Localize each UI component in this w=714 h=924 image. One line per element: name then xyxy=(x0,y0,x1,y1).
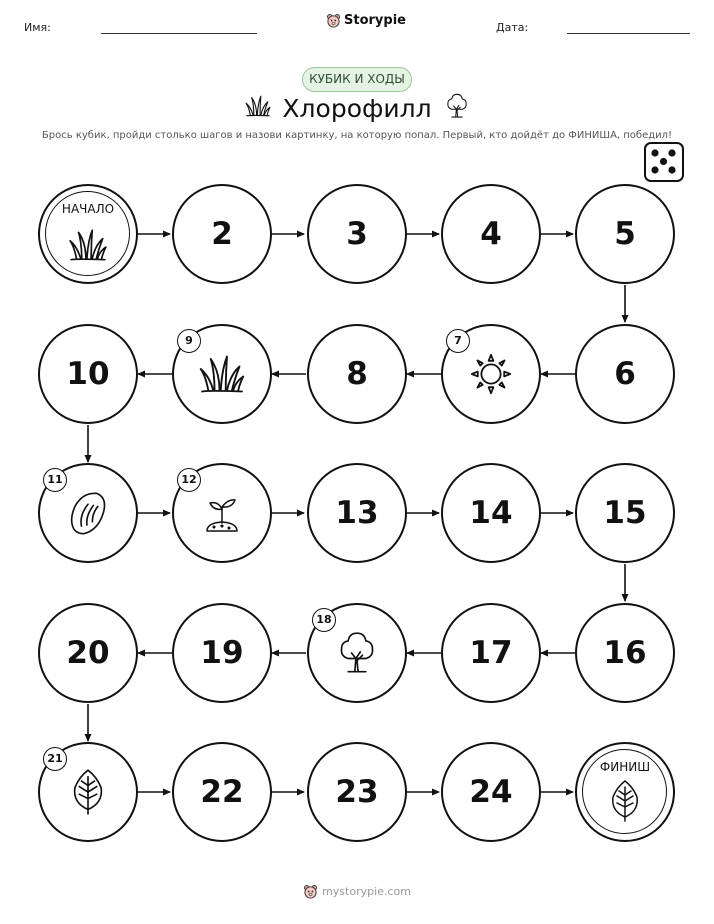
board-space-8: 8 xyxy=(307,324,407,424)
name-label: Имя: xyxy=(24,21,51,34)
space-number-badge: 21 xyxy=(43,747,67,771)
board-space-4: 4 xyxy=(441,184,541,284)
board-space-17: 17 xyxy=(441,603,541,703)
space-number-badge: 18 xyxy=(312,608,336,632)
sun-icon xyxy=(467,350,515,398)
footer-url[interactable]: mystorypie.com xyxy=(322,885,411,898)
tree-icon xyxy=(335,629,379,677)
grass-icon xyxy=(67,224,109,266)
sprout-icon xyxy=(202,491,242,535)
board-space-14: 14 xyxy=(441,463,541,563)
bear-logo-icon xyxy=(303,884,318,899)
board-space-11 xyxy=(38,463,138,563)
board-space-10: 10 xyxy=(38,324,138,424)
board-space-13: 13 xyxy=(307,463,407,563)
space-number-badge: 7 xyxy=(446,329,470,353)
instructions: Брось кубик, пройди столько шагов и назови картинку, на которую попал. Первый, кто дойдёт до ФИНИША, победил! xyxy=(41,130,673,141)
board-space-12 xyxy=(172,463,272,563)
board-space-24: 24 xyxy=(441,742,541,842)
board-space-6: 6 xyxy=(575,324,675,424)
leaf-icon xyxy=(605,778,645,824)
space-number-badge: 9 xyxy=(177,329,201,353)
space-number-badge: 12 xyxy=(177,468,201,492)
date-label: Дата: xyxy=(496,21,529,34)
activity-tag: КУБИК И ХОДЫ xyxy=(302,67,412,92)
start-space xyxy=(38,184,138,284)
page-title: Хлорофилл xyxy=(282,94,432,123)
finish-label: ФИНИШ xyxy=(599,760,651,774)
board-space-21 xyxy=(38,742,138,842)
start-label: НАЧАЛО xyxy=(61,202,115,216)
space-number-badge: 11 xyxy=(43,468,67,492)
seed-icon xyxy=(66,489,110,537)
board-space-3: 3 xyxy=(307,184,407,284)
board-space-9 xyxy=(172,324,272,424)
footer xyxy=(0,884,714,899)
board-space-19: 19 xyxy=(172,603,272,703)
board-space-15: 15 xyxy=(575,463,675,563)
board-space-16: 16 xyxy=(575,603,675,703)
board-space-5: 5 xyxy=(575,184,675,284)
board-space-2: 2 xyxy=(172,184,272,284)
board-space-22: 22 xyxy=(172,742,272,842)
board-space-18 xyxy=(307,603,407,703)
board-space-23: 23 xyxy=(307,742,407,842)
leaf-icon xyxy=(66,768,110,816)
grass-icon xyxy=(197,349,247,399)
board-space-7 xyxy=(441,324,541,424)
brand-name: Storypie xyxy=(344,13,406,28)
board-space-20: 20 xyxy=(38,603,138,703)
finish-space xyxy=(575,742,675,842)
